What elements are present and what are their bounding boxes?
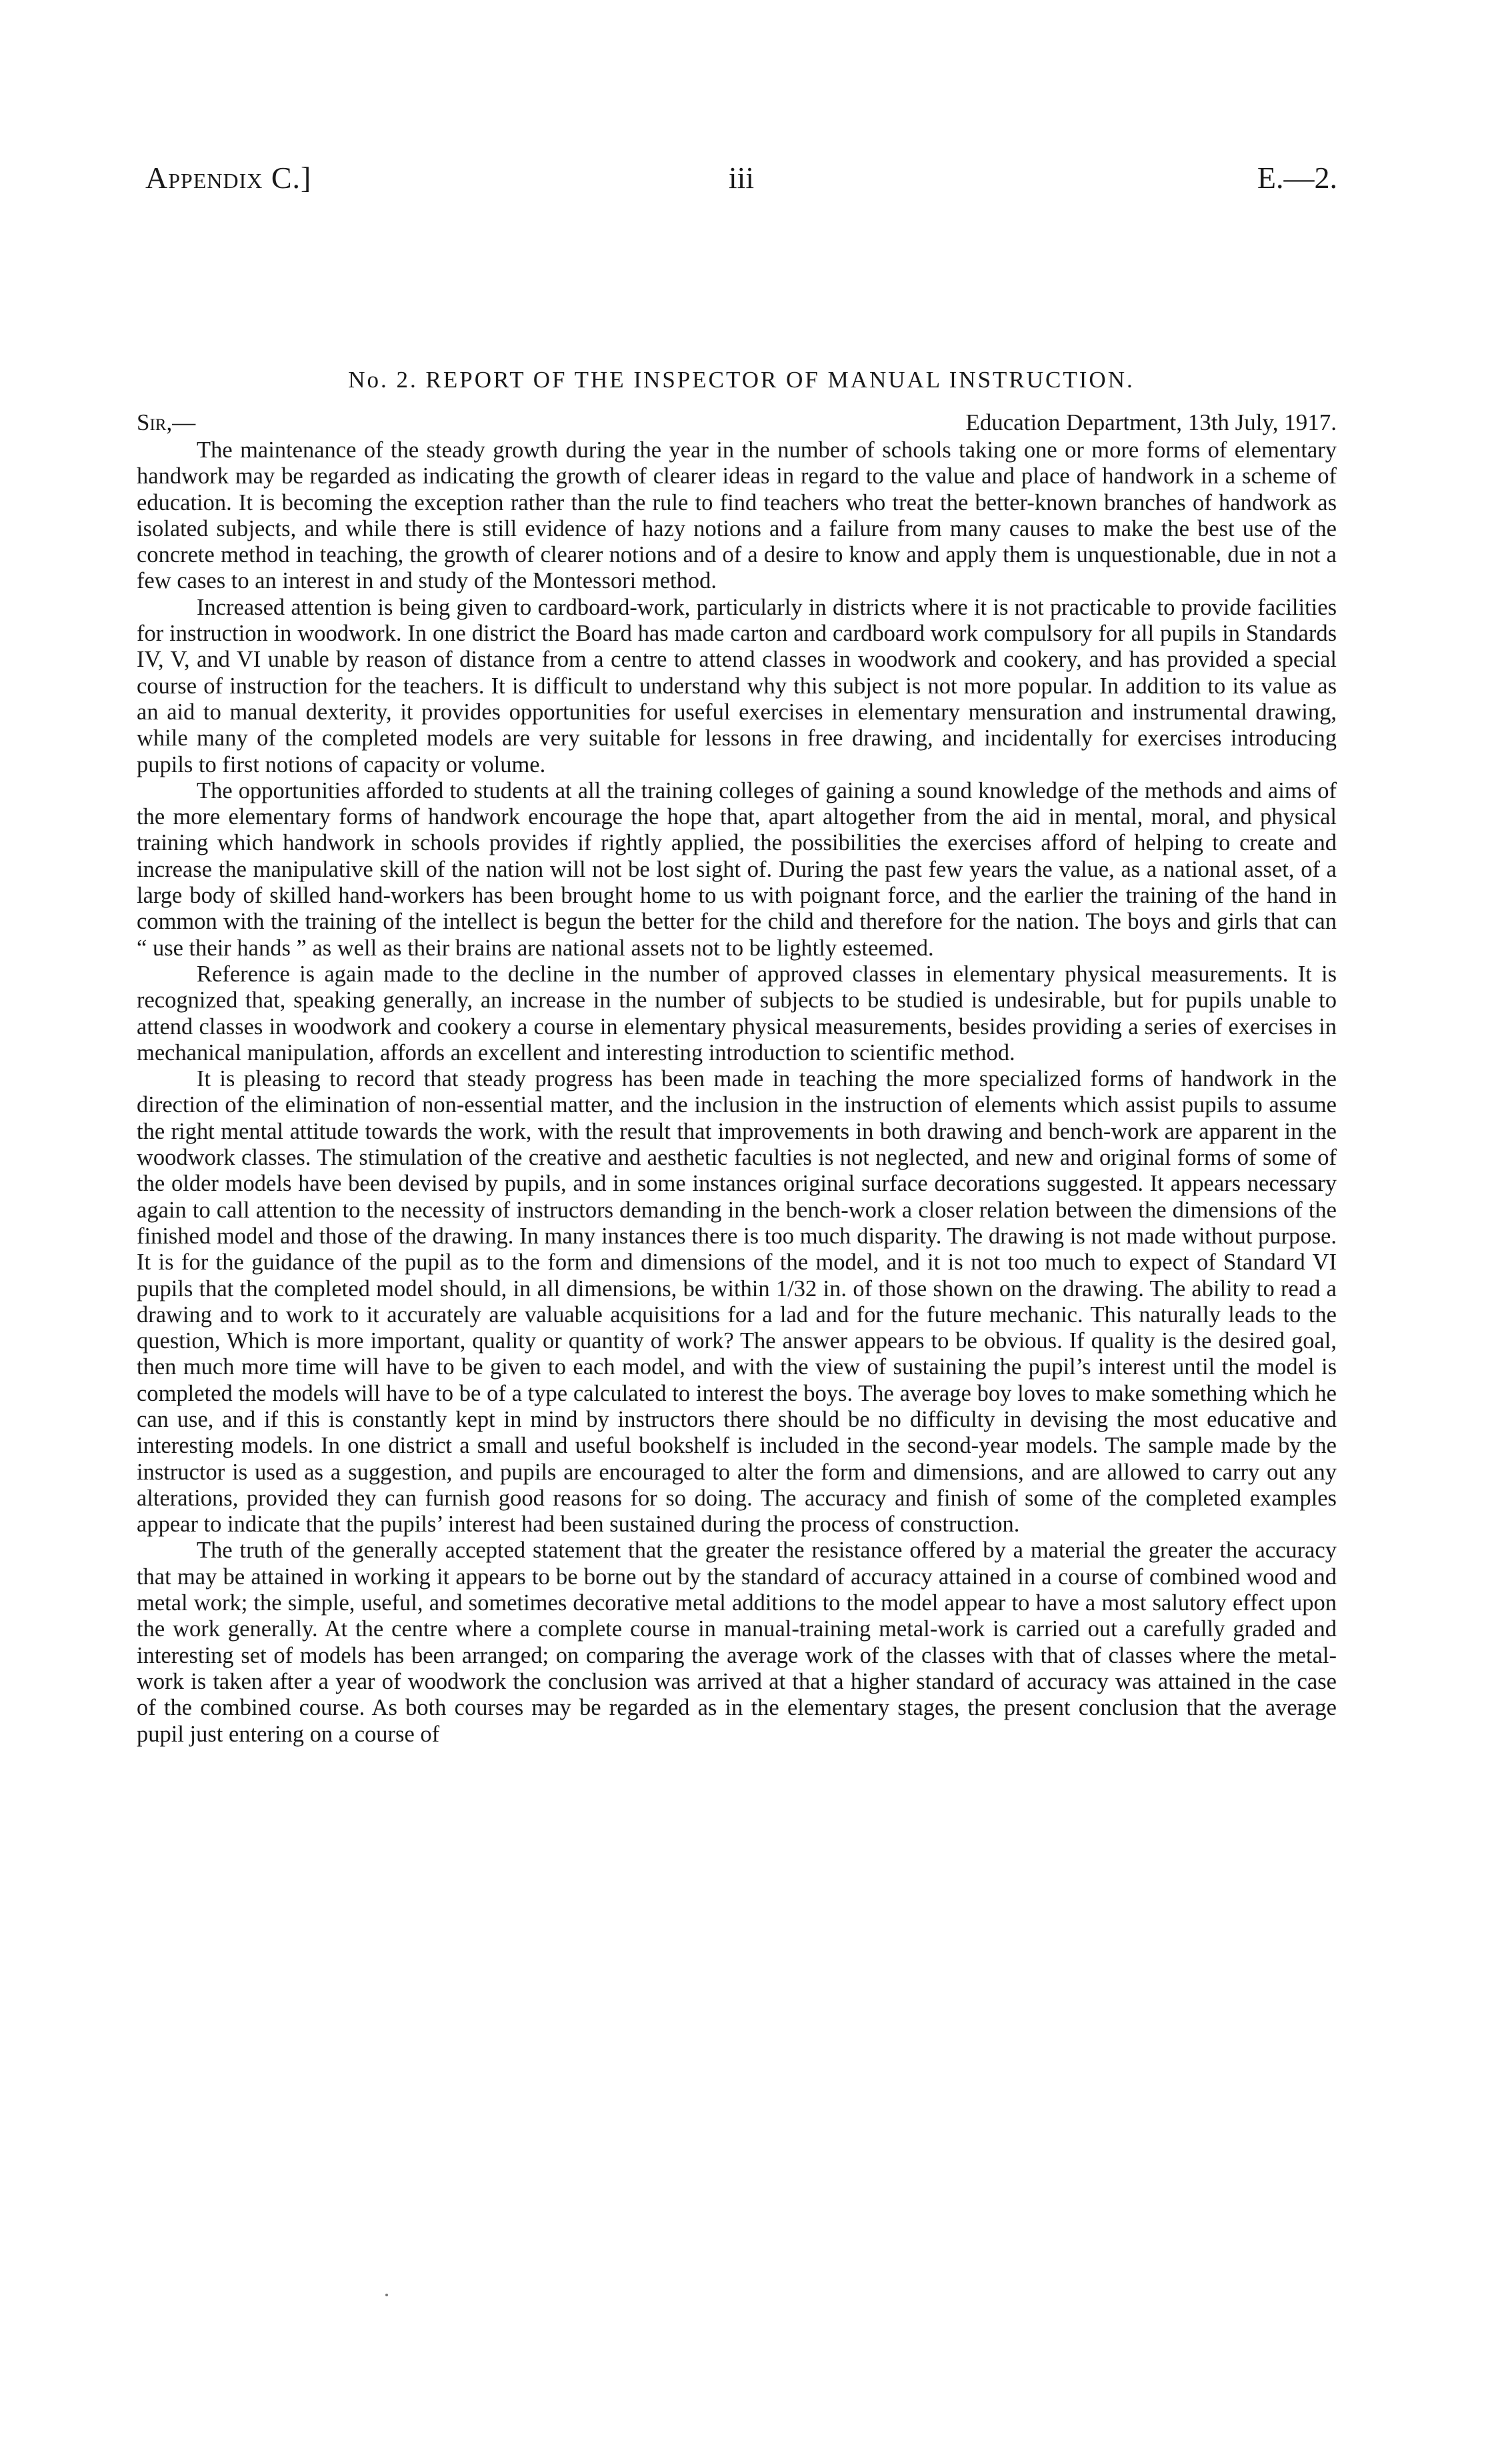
- page-number: iii: [728, 161, 755, 195]
- dateline: Education Department, 13th July, 1917.: [965, 409, 1337, 435]
- paragraph-3: The opportunities afforded to students at all the training colleges of gaining a sound knowledge of the methods and aims of the more elementary forms of handwork encourage the hope that, apart altogether from the aid in mental, moral, and physical training which handwork in schools provides if rightly applied, the possibilities the exercises afford of helping to create and increase the manipulative skill of the nation will not be lost sight of. During the past few years the value, as a national asset, of a large body of skilled hand-workers has been brought home to us with poignant force, and the earlier the training of the hand in common with the training of the intellect is begun the better for the child and therefore for the nation. The boys and girls that can “ use their hands ” as well as their brains are national assets not to be lightly esteemed.: [137, 777, 1337, 961]
- paragraph-6: The truth of the generally accepted statement that the greater the resistance offered by a material the greater the accuracy that may be attained in working it appears to be borne out by the standard of accuracy attained in a course of combined wood and metal work; the simple, useful, and sometimes decorative metal additions to the model appear to have a most salutory effect upon the work generally. At the centre where a complete course in manual-training metal-work is carried out a carefully graded and interesting set of models has been arranged; on comparing the average work of the classes with that of classes where the metal-work is taken after a year of woodwork the conclusion was arrived at that a higher standard of accuracy was attained in the case of the combined course. As both courses may be regarded as in the elementary stages, the present conclusion that the average pupil just entering on a course of: [137, 1538, 1337, 1747]
- paragraph-4: Reference is again made to the decline in the number of approved classes in elementary physical measurements. It is recognized that, speaking generally, an increase in the number of subjects to be studied is undesirable, but for pupils unable to attend classes in woodwork and cookery a course in elementary physical measurements, besides providing a series of exercises in mechanical manipulation, affords an excellent and interesting introduction to scientific method.: [137, 961, 1337, 1065]
- paragraph-1: The maintenance of the steady growth during the year in the number of schools taking one or more forms of elementary handwork may be regarded as indicating the growth of clearer ideas in regard to the value and place of handwork in a scheme of education. It is becoming the exception rather than the rule to find teachers who treat the better-known branches of handwork as isolated subjects, and while there is still evidence of hazy notions and a failure from many causes to make the best use of the concrete method in teaching, the growth of clearer notions and of a desire to know and apply them is unquestionable, due in not a few cases to an interest in and study of the Montessori method.: [137, 437, 1337, 594]
- print-speck: [385, 2294, 388, 2296]
- paragraph-2: Increased attention is being given to cardboard-work, particularly in districts where it is not practicable to provide facilities for instruction in woodwork. In one district the Board has made carton and cardboard work compulsory for all pupils in Standards IV, V, and VI unable by reason of distance from a centre to attend classes in woodwork and cookery, and has provided a special course of instruction for the teachers. It is difficult to understand why this subject is not more popular. In addition to its value as an aid to manual dexterity, it provides opportunities for useful exercises in elementary mensuration and instrumental drawing, while many of the completed models are very suitable for lessons in free drawing, and incidentally for exercises introducing pupils to first notions of capacity or volume.: [137, 594, 1337, 777]
- salutation-line: [137, 409, 1337, 439]
- salutation: Sir,—: [137, 409, 196, 435]
- report-body: [137, 437, 1337, 1748]
- paragraph-5: It is pleasing to record that steady progress has been made in teaching the more specialized forms of handwork in the direction of the elimination of non-essential matter, and the inclusion in the instruction of elements which assist pupils to assume the right mental attitude towards the work, with the result that improvements in both drawing and bench-work are apparent in the woodwork classes. The stimulation of the creative and aesthetic faculties is not neglected, and new and original forms of some of the older models have been devised by pupils, and in some instances original surface decorations suggested. It appears necessary again to call attention to the necessity of instructors demanding in the bench-work a closer relation between the dimensions of the finished model and those of the drawing. In many instances there is too much disparity. The drawing is not made without purpose. It is for the guidance of the pupil as to the form and dimensions of the model, and it is not too much to expect of Standard VI pupils that the completed model should, in all dimensions, be within 1/32 in. of those shown on the drawing. The ability to read a drawing and to work to it accurately are valuable acquisitions for a lad and for the future mechanic. This naturally leads to the question, Which is more important, quality or quantity of work? The answer appears to be obvious. If quality is the desired goal, then much more time will have to be given to each model, and with the view of sustaining the pupil’s interest until the model is completed the models will have to be of a type calculated to interest the boys. The average boy loves to make something which he can use, and if this is constantly kept in mind by instructors there should be no difficulty in devising the most educative and interesting models. In one district a small and useful bookshelf is included in the second-year models. The sample made by the instructor is used as a suggestion, and pupils are encouraged to alter the form and dimensions, and are allowed to carry out any alterations, provided they can furnish good reasons for so doing. The accuracy and finish of some of the completed examples appear to indicate that the pupils’ interest had been sustained during the process of construction.: [137, 1066, 1337, 1538]
- page-header: [145, 160, 1337, 207]
- appendix-label: Appendix C.]: [145, 161, 312, 195]
- report-title: No. 2. REPORT OF THE INSPECTOR OF MANUAL INSTRUCTION.: [348, 367, 1135, 393]
- document-code: E.—2.: [1257, 161, 1337, 195]
